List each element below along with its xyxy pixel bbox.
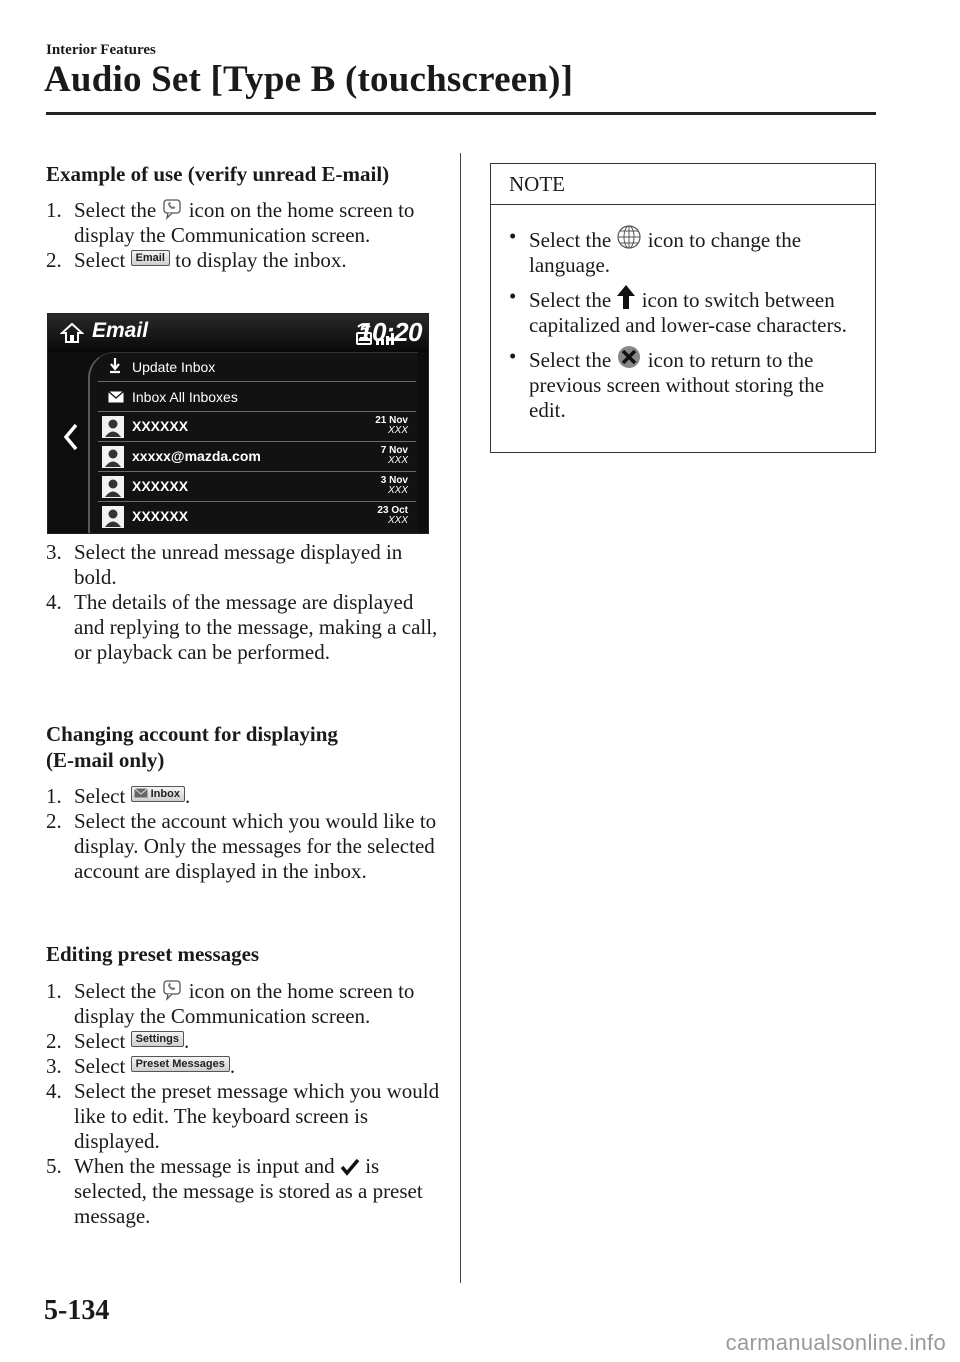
email-button-icon: Email (131, 250, 170, 266)
list-item: 1. Select the icon on the home screen to display the Communication screen. (46, 979, 415, 1028)
column-divider (460, 153, 461, 1283)
note-list (509, 224, 865, 429)
communication-icon (161, 979, 183, 1001)
list-item: 4. Select the preset message which you would like to edit. The keyboard screen is displayed. (46, 1079, 440, 1153)
settings-button-icon: Settings (131, 1031, 184, 1047)
list-item: 2. Select Email to display the inbox. (46, 248, 347, 272)
note-title: NOTE (509, 172, 565, 196)
list-item: 4. The details of the message are displayed and replying to the message, making a call, or playback can be performed. (46, 590, 438, 664)
page-title: Audio Set [Type B (touchscreen)] (44, 59, 574, 100)
list-item: 5. When the message is input and is selected, the message is stored as a preset message. (46, 1154, 423, 1228)
shift-arrow-icon (616, 284, 636, 310)
home-icon (60, 322, 84, 344)
list-item: • Select the icon to change the language. (509, 224, 802, 277)
list-item: Inbox All Inboxes (88, 382, 416, 412)
note-divider (491, 204, 875, 205)
page-number: 5-134 (44, 1295, 110, 1326)
globe-icon (616, 224, 642, 250)
contact-avatar-icon (102, 416, 124, 438)
section-label: Interior Features (46, 42, 156, 58)
section-heading-account: Changing account for displaying (E-mail only) (46, 722, 338, 772)
list-item: 3. Select Preset Messages . (46, 1054, 236, 1078)
contact-avatar-icon (102, 446, 124, 468)
list-item: • Select the icon to switch between capitalized and lower-case characters. (509, 284, 847, 337)
list-item: Update Inbox (88, 352, 416, 382)
table-row: XXXXXX 23 Oct XXX (88, 502, 416, 532)
list-item: • Select the icon to return to the previous screen without storing the edit. (509, 344, 825, 422)
header-divider (46, 112, 876, 115)
envelope-icon (108, 391, 124, 403)
note-box (490, 163, 876, 453)
steps-account (46, 784, 446, 884)
steps-example (46, 198, 446, 273)
preset-messages-button-icon: Preset Messages (131, 1056, 230, 1072)
inbox-button-icon: Inbox (131, 786, 185, 802)
watermark: carmanualsonline.info (725, 1330, 946, 1355)
list-item: 1. Select Inbox . (46, 784, 191, 808)
contact-avatar-icon (102, 476, 124, 498)
table-row: XXXXXX 3 Nov XXX (88, 472, 416, 502)
section-heading-preset: Editing preset messages (46, 942, 260, 966)
steps-example-continued (46, 540, 446, 665)
download-icon (108, 357, 122, 375)
communication-icon (161, 198, 183, 220)
checkmark-icon (340, 1158, 360, 1176)
table-row: XXXXXX 21 Nov XXX (88, 412, 416, 442)
section-heading-example: Example of use (verify unread E-mail) (46, 162, 390, 186)
email-screen-screenshot (47, 313, 429, 534)
table-row: xxxxx@mazda.com 7 Nov XXX (88, 442, 416, 472)
list-item: 2. Select the account which you would like to display. Only the messages for the selected account are displayed in the inbox. (46, 809, 437, 883)
back-arrow-icon (62, 422, 80, 452)
steps-preset (46, 979, 446, 1229)
screen-clock: 10:20 (358, 317, 422, 347)
screen-title: Email (92, 319, 149, 342)
contact-avatar-icon (102, 506, 124, 528)
cancel-x-icon (616, 344, 642, 370)
list-item: 3. Select the unread message displayed in bold. (46, 540, 403, 589)
list-item: 2. Select Settings . (46, 1029, 190, 1053)
list-item: 1. Select the icon on the home screen to display the Communication screen. (46, 198, 415, 247)
